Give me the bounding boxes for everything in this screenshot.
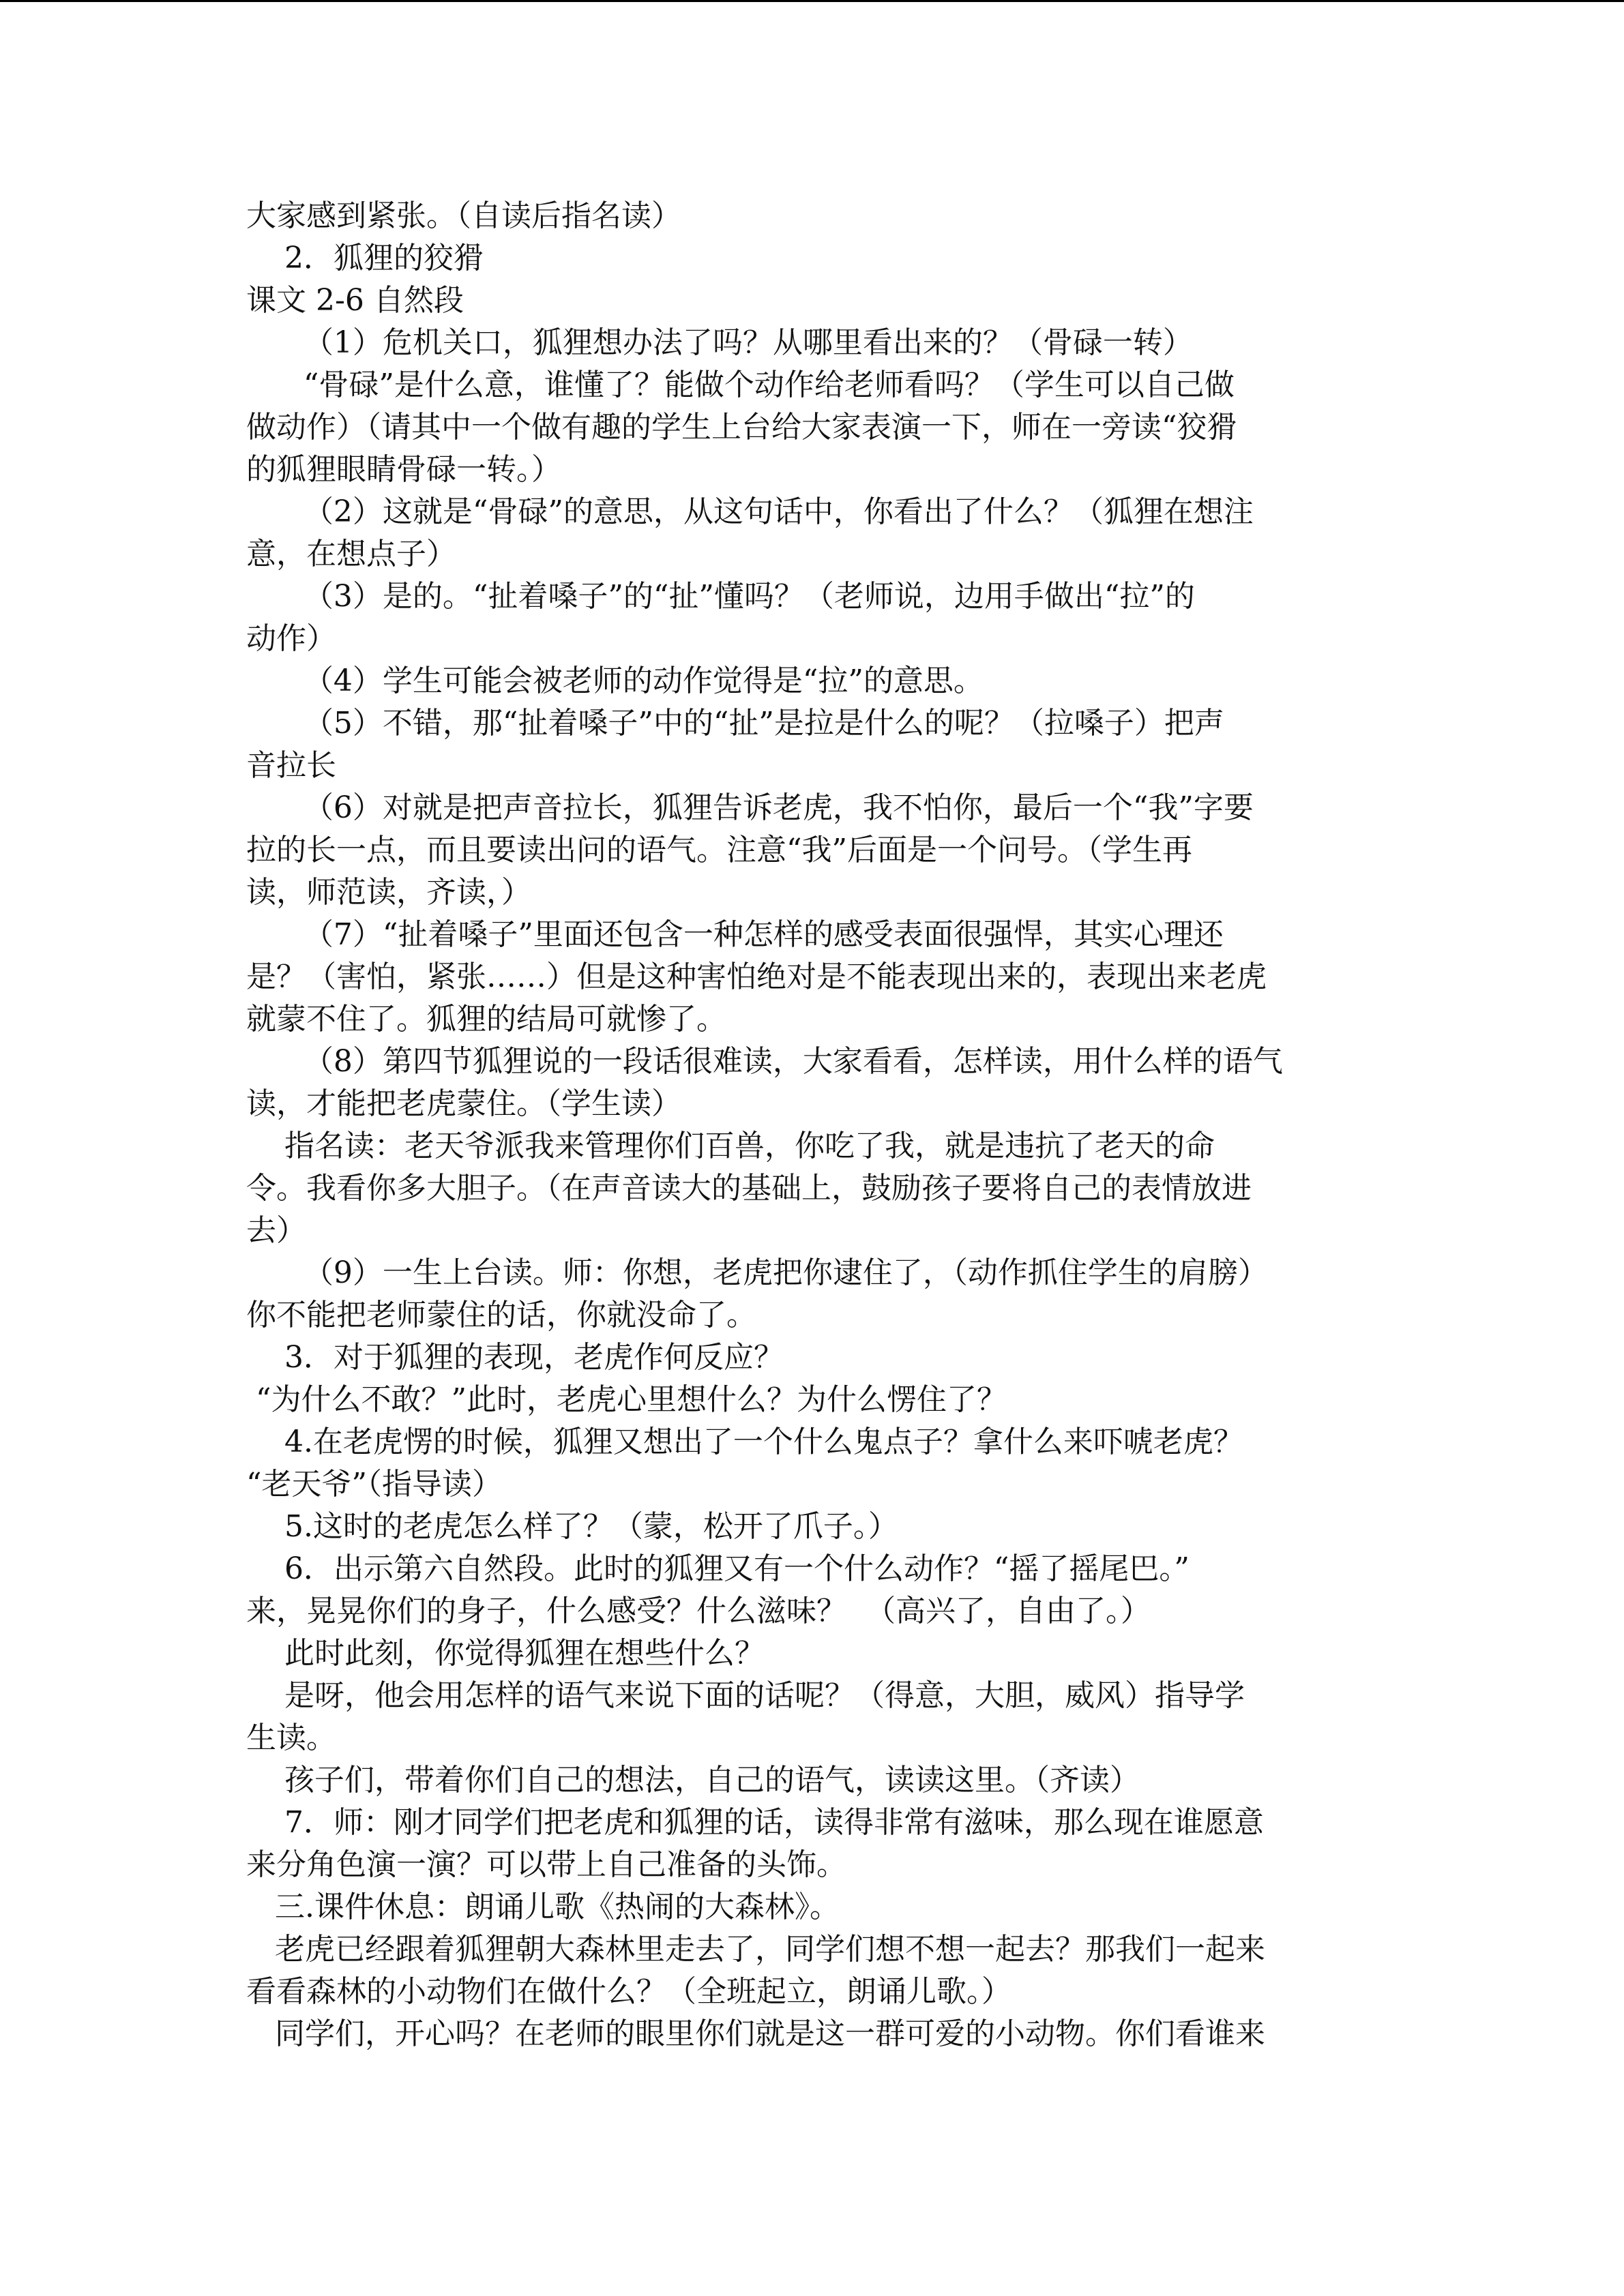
text-line: 读，师范读，齐读，） (246, 875, 531, 910)
text-line: 的狐狸眼睛骨碌一转。） (246, 452, 561, 487)
text-line: （1）危机关口，狐狸想办法了吗？从哪里看出来的？（骨碌一转） (246, 325, 1193, 360)
text-line: 去） (246, 1213, 306, 1248)
text-line: 4.在老虎愣的时候，狐狸又想出了一个什么鬼点子？拿什么来吓唬老虎？ (246, 1425, 1243, 1459)
document-body (246, 195, 1378, 2055)
text-line: 老虎已经跟着狐狸朝大森林里走去了，同学们想不想一起去？那我们一起来 (246, 1932, 1265, 1967)
text-line: （6）对就是把声音拉长，狐狸告诉老虎，我不怕你，最后一个“我”字要 (246, 790, 1254, 825)
text-line: 是呀，他会用怎样的语气来说下面的话呢？（得意，大胆，威风）指导学 (246, 1678, 1245, 1713)
text-line: 生读。 (246, 1720, 336, 1755)
text-line: 看看森林的小动物们在做什么？（全班起立，朗诵儿歌。） (246, 1974, 1012, 2009)
text-line: 三.课件休息：朗诵儿歌《热闹的大森林》。 (246, 1890, 840, 1924)
text-line: “老天爷”（指导读） (246, 1467, 502, 1502)
text-line: 7．师：刚才同学们把老虎和狐狸的话，读得非常有滋味，那么现在谁愿意 (246, 1805, 1264, 1840)
text-line: 孩子们，带着你们自己的想法，自己的语气，读读这里。（齐读） (246, 1763, 1140, 1798)
text-line: 是？（害怕，紧张……）但是这种害怕绝对是不能表现出来的，表现出来老虎 (246, 959, 1267, 994)
text-line: 此时此刻，你觉得狐狸在想些什么？ (246, 1636, 765, 1671)
text-line: 来，晃晃你们的身子，什么感受？什么滋味？ （高兴了，自由了。） (246, 1594, 1151, 1628)
text-line: 指名读：老天爷派我来管理你们百兽，你吃了我，就是违抗了老天的命 (246, 1129, 1215, 1163)
text-line: 动作） (246, 621, 336, 656)
text-line: “骨碌”是什么意，谁懂了？能做个动作给老师看吗？（学生可以自己做 (246, 368, 1235, 402)
text-line: （8）第四节狐狸说的一段话很难读，大家看看，怎样读，用什么样的语气 (246, 1044, 1283, 1079)
text-line: （5）不错，那“扯着嗓子”中的“扯”是拉是什么的呢？（拉嗓子）把声 (246, 706, 1224, 741)
text-line: 你不能把老师蒙住的话，你就没命了。 (246, 1298, 756, 1332)
text-line: 做动作）（请其中一个做有趣的学生上台给大家表演一下，师在一旁读“狡猾 (246, 410, 1237, 445)
text-line: 拉的长一点，而且要读出问的语气。注意“我”后面是一个问号。（学生再 (246, 833, 1192, 867)
text-line: 令。我看你多大胆子。（在声音读大的基础上，鼓励孩子要将自己的表情放进 (246, 1171, 1252, 1206)
text-line: 2．狐狸的狡猾 (246, 241, 484, 275)
text-line: （9）一生上台读。师：你想，老虎把你逮住了，（动作抓住学生的肩膀） (246, 1255, 1268, 1290)
text-line: （4）学生可能会被老师的动作觉得是“拉”的意思。 (246, 664, 984, 698)
text-line: 同学们，开心吗？在老师的眼里你们就是这一群可爱的小动物。你们看谁来 (246, 2016, 1265, 2051)
text-line: 课文 2-6 自然段 (246, 283, 464, 318)
text-line: 来分角色演一演？可以带上自己准备的头饰。 (246, 1847, 846, 1882)
text-line: 读，才能把老虎蒙住。（学生读） (246, 1086, 681, 1121)
text-line: （7）“扯着嗓子”里面还包含一种怎样的感受表面很强悍，其实心理还 (246, 917, 1224, 952)
text-line: 意，在想点子） (246, 537, 456, 571)
text-line: （3）是的。“扯着嗓子”的“扯”懂吗？（老师说，边用手做出“拉”的 (246, 579, 1195, 614)
text-line: （2）这就是“骨碌”的意思，从这句话中，你看出了什么？（狐狸在想注 (246, 494, 1254, 529)
text-line: 6．出示第六自然段。此时的狐狸又有一个什么动作？“摇了摇尾巴。” (246, 1551, 1190, 1586)
text-line: 3．对于狐狸的表现，老虎作何反应？ (246, 1340, 784, 1375)
text-line: 就蒙不住了。狐狸的结局可就惨了。 (246, 1002, 726, 1037)
text-line: “为什么不敢？”此时，老虎心里想什么？为什么愣住了？ (246, 1382, 1007, 1417)
text-line: 大家感到紧张。（自读后指名读） (246, 198, 681, 233)
text-line: 音拉长 (246, 748, 336, 783)
text-line: 5.这时的老虎怎么样了？（蒙，松开了爪子。） (246, 1509, 898, 1544)
